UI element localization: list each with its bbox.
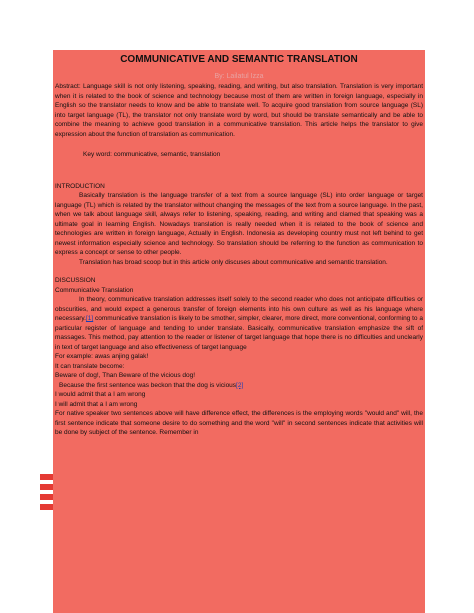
- keywords: Key word: communicative, semantic, translation: [83, 151, 221, 158]
- section-heading-introduction: INTRODUCTION: [55, 182, 105, 190]
- abstract: Abstract: Language skill is not only listening, speaking, reading, and writing, but also translation. Translation is very important when it is related to the book of science and technology because most of them are written in foreign language, especially in English so the translator needs to know and be able to translate well. To acquire good translation from source language (SL) into target language (TL), the translator not only translate word by word, but should be translate semantically and be able to combine the meaning to achieve good translation in a communicative translation. This article helps the translator to give expression about the function of translation as communication.: [55, 83, 423, 138]
- final-paragraph: For native speaker two sentences above will have difference effect, the differences is the employing words "would and" will, the first sentence indicate that someone desire to do something and the word "will" in second sentences indicate that activities will be done by subject of the sentence. Remember in: [55, 410, 423, 436]
- margin-marker: [40, 484, 53, 490]
- subsection-heading-communicative: Communicative Translation: [55, 286, 134, 294]
- author-line: By: Lailatul Izza: [214, 73, 264, 80]
- intro-paragraph-2: Translation has broad scoop but in this article only discuses about communicative and semantic translation.: [79, 258, 388, 266]
- margin-marker: [40, 474, 53, 480]
- example-line-3: I would admit that a I am wrong: [55, 391, 146, 398]
- example-intro: For example: awas anjing galak!: [55, 353, 149, 360]
- footnote-link-1[interactable]: [1]: [85, 315, 94, 322]
- margin-marker: [40, 494, 53, 500]
- document-body: [55, 54, 423, 438]
- document-title: COMMUNICATIVE AND SEMANTIC TRANSLATION: [120, 54, 358, 65]
- example-line-4: I will admit that a I am wrong: [55, 400, 138, 408]
- example-line-1: Beware of dog!, Than Beware of the vicious dog!: [55, 372, 196, 379]
- footnote-link-2[interactable]: [2]: [236, 381, 244, 389]
- margin-marker: [40, 504, 53, 510]
- section-heading-discussion: DISCUSSION: [55, 277, 96, 284]
- intro-paragraph-1: Basically translation is the language transfer of a text from a source language (SL) into order language or target language (TL) which is related by the translator without changing the messages of the text from a source language. In the past, when we talk about language skill, always refer to listening, speaking, reading, and writing and clamed that speaking was a ultimate goal in learning English. Nowadays translation is really needed when it is related to the book of science and technologies are written in foreign language, Actually in English. Indonesia as developing country must not left behind to get newest information especially science and technology. So translation should be referring to the function as communication to express a concept or sense to other people.: [55, 192, 423, 256]
- communicative-paragraph: In theory, communicative translation addresses itself solely to the second reader who does not anticipate difficulties or obscurities, and would expect a generous transfer of foreign elements into his own culture as well as his language where necessary.[1] communicative translation is likely to be smother, simpler, clearer, more direct, more conventional, conforming to a particular register of language and tending to under translate. Basically, communicative translation emphasize the sift of massages. This method, pay attention to the reader or listener of target language that hope there is no difficulties and unclearly in text of target language and also effectiveness of target language: [55, 296, 423, 351]
- example-line-2: Because the first sentence was beckon that the dog is vicious[2]: [59, 381, 244, 389]
- example-can: It can translate become:: [55, 362, 125, 370]
